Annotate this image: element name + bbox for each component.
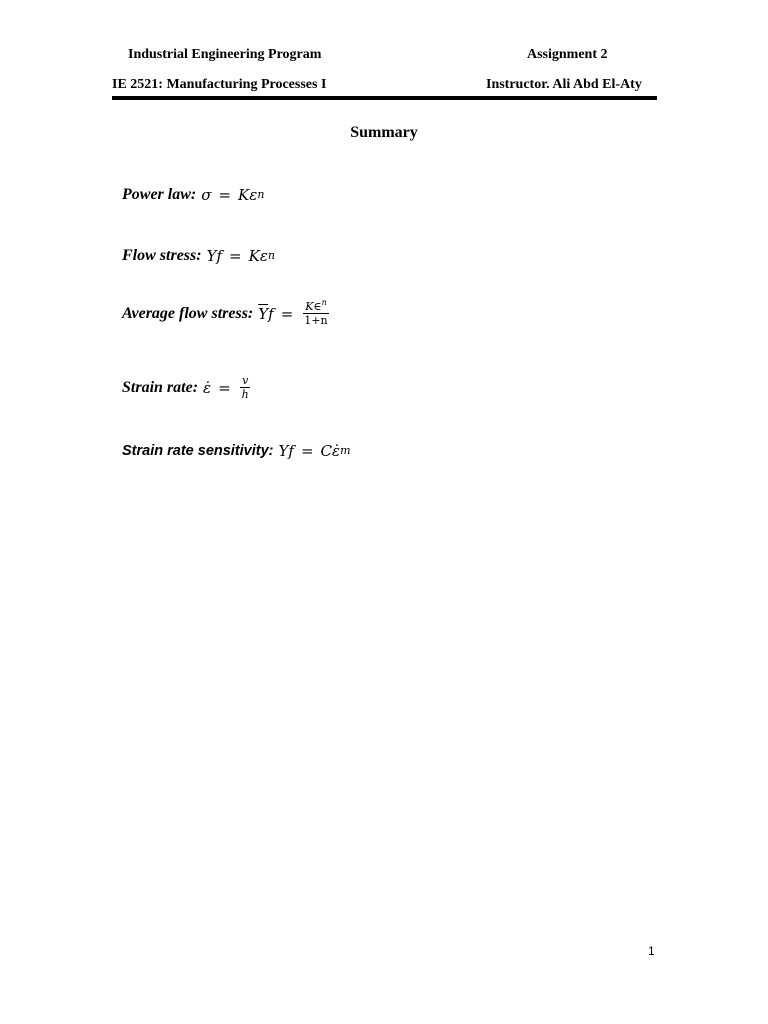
formula-label: Strain rate: [122,378,199,396]
equals-sign: = [218,378,231,397]
formula-label: Strain rate sensitivity: [122,443,274,459]
equals-sign: = [300,442,314,460]
assignment-title: Assignment 2 [527,47,608,62]
formula-strain-rate [122,374,251,401]
fraction-numerator: v [242,374,249,387]
fraction [240,374,251,401]
fraction-denominator: h [241,388,249,401]
formula-lhs: σ [201,186,212,204]
fraction [302,300,329,327]
fraction-numerator: K∈$^n$ [305,298,327,313]
course-name: IE 2521: Manufacturing Processes I [112,77,327,92]
instructor-name: Instructor. Ali Abd El-Aty [486,77,642,92]
fraction-denominator: 1+n [304,314,328,327]
formula-average-flow-stress: Average flow stress: $\overline{Y}$ f = $\frac{K\in^n}{1+n}$ [122,298,328,327]
formula-label: Average flow stress: [122,304,254,322]
header-rule [112,96,657,100]
formula-rhs: Kε [238,186,258,204]
page-title: Summary [350,124,418,141]
formula-lhs: Y [206,247,217,265]
program-name: Industrial Engineering Program [128,47,322,62]
equals-sign: = [218,186,232,204]
formula-strain-rate-sensitivity: Strain rate sensitivity: Y f = Cε̇ m [122,442,351,460]
formula-label: Flow stress: [122,247,202,264]
equals-sign: = [280,304,294,323]
formula-lhs: ε̇ [203,378,212,397]
formula-lhs: Y [278,442,289,460]
formula-rhs: Cε̇ [320,442,341,460]
formula-rhs: Kε [248,247,268,265]
formula-power-law: Power law: σ = Kε n [122,186,265,204]
equals-sign: = [229,247,242,265]
formula-flow-stress: Flow stress: Y f = Kε n [122,247,275,265]
formula-lhs: $\overline{Y}$ [258,304,269,323]
formula-label: Power law: [122,186,197,203]
page-number: 1 [648,944,655,958]
